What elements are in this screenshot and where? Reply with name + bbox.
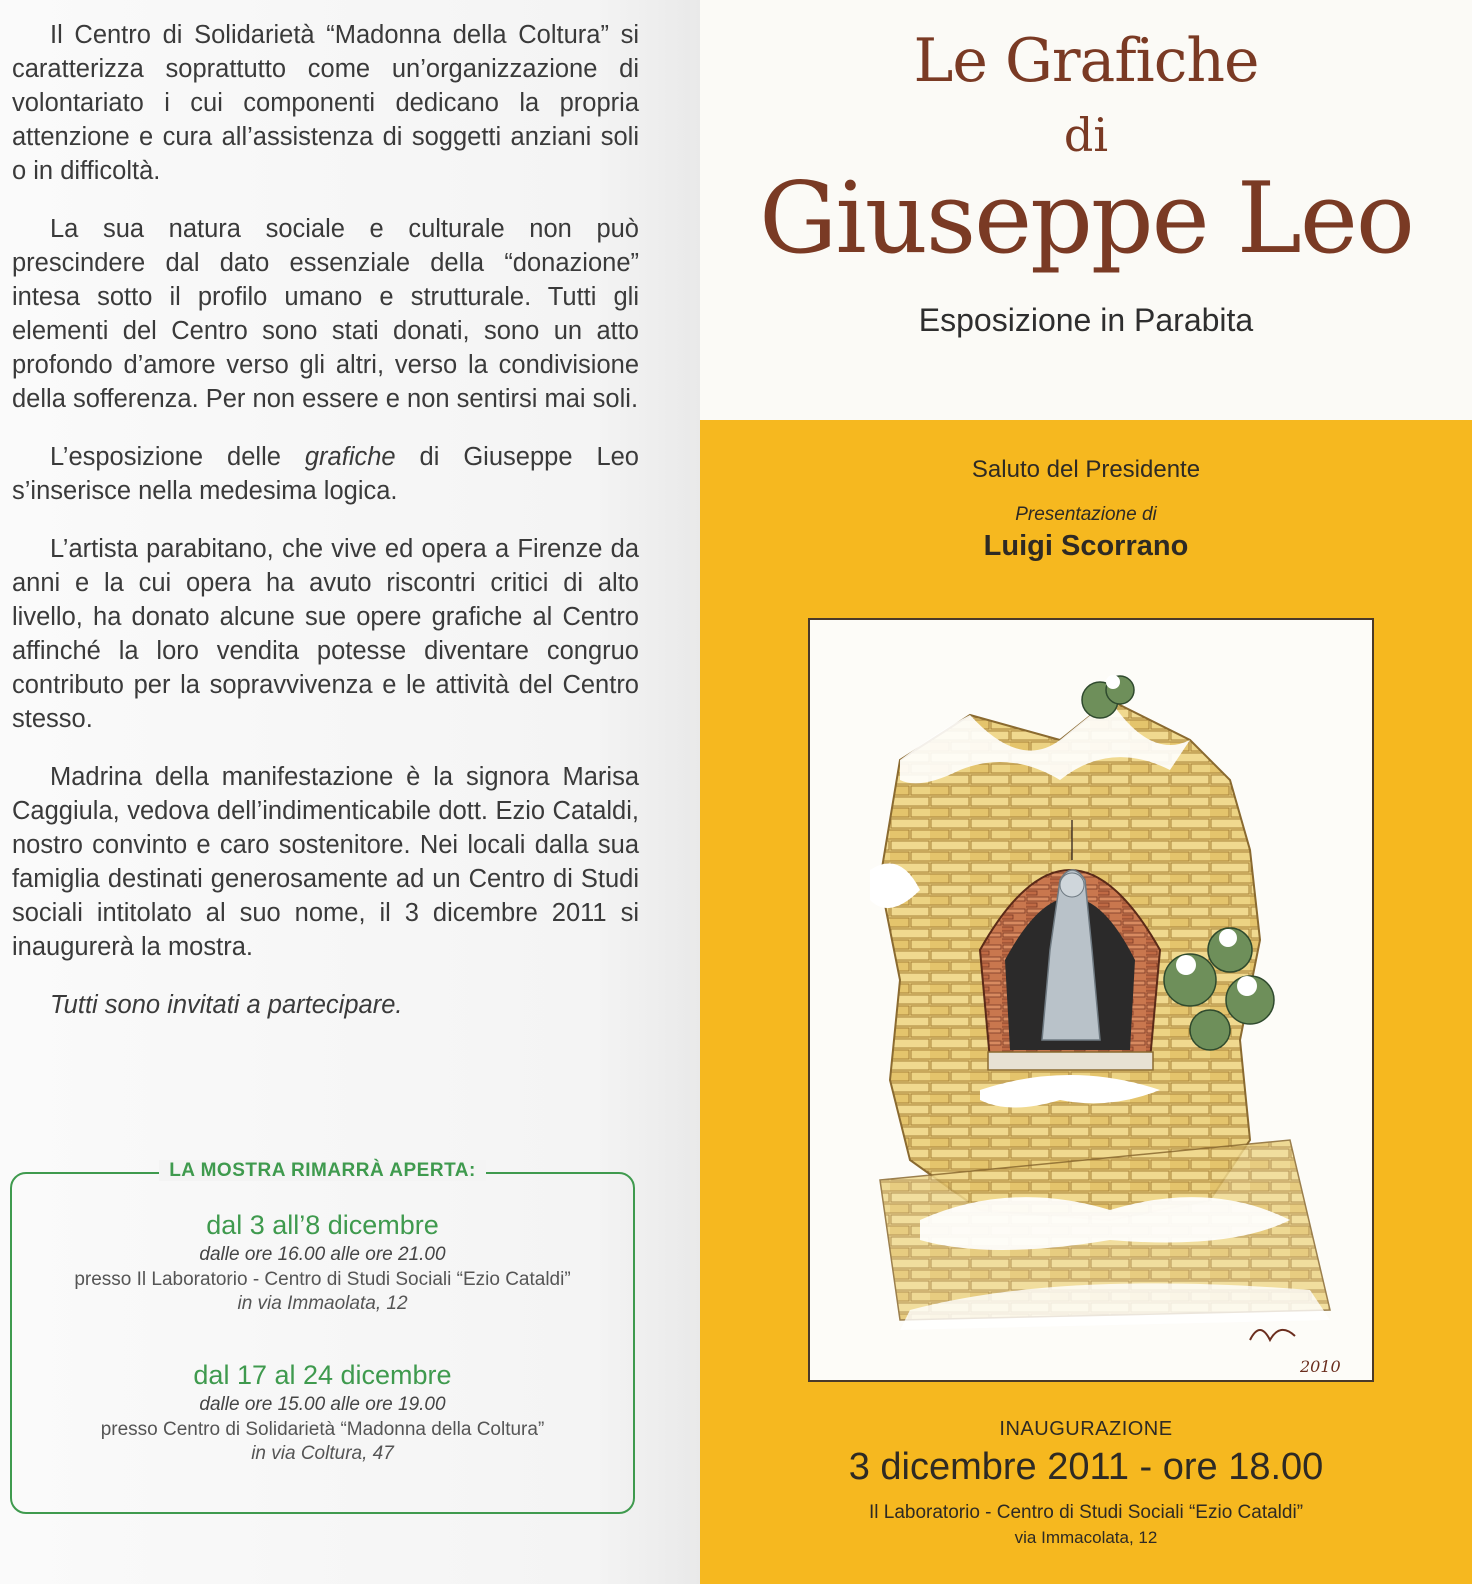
left-page — [0, 0, 700, 1584]
inauguration-place: Il Laboratorio - Centro di Studi Sociali “Ezio Cataldi” — [868, 1502, 1304, 1523]
inauguration-date: 3 dicembre 2011 - ore 18.00 — [848, 1446, 1324, 1488]
paragraph-3-emphasis: grafiche — [304, 443, 396, 471]
cover-page — [700, 0, 1472, 1584]
paragraph-5: Madrina della manifestazione è la signora Marisa Caggiula, vedova dell’indimenticabile dott. Ezio Cataldi, nostro convinto e caro sostenitore. Nei locali dalla sua famiglia destinati generosamente ad un Centro di Studi sociali intitolato al suo nome, il 3 dicembre 2011 si inaugurerà la mostra. — [12, 763, 639, 961]
paragraph-3 — [12, 440, 639, 508]
period-1 — [12, 1208, 633, 1316]
period-1-place: presso Il Laboratorio - Centro di Studi Sociali “Ezio Cataldi” — [74, 1269, 571, 1290]
subtitle: Esposizione in Parabita — [918, 302, 1254, 338]
paragraph-4: L’artista parabitano, che vive ed opera a Firenze da anni e la cui opera ha avuto riscontri critici di alto livello, ha donato alcune sue opere grafiche al Centro affinché la loro vendita potesse diventare congruo contributo per la sopravvivenza e le attività del Centro stesso. — [12, 535, 639, 733]
paragraph-1: Il Centro di Solidarietà “Madonna della Coltura” si caratterizza soprattutto come un’organizzazione di volontariato i cui componenti dedicano la propria attenzione e cura all’assistenza di soggetti anziani soli o in difficoltà. — [12, 21, 639, 185]
opening-hours-heading-text: LA MOSTRA RIMARRÀ APERTA: — [159, 1160, 486, 1181]
closing-invitation: Tutti sono invitati a partecipare. — [50, 991, 403, 1019]
title-line-1: Le Grafiche — [913, 26, 1259, 96]
paragraph-3-end: di Giuseppe Leo s’inserisce nella medesima logica. — [12, 443, 639, 505]
saluto-presidente: Saluto del Presidente — [971, 456, 1201, 483]
period-2 — [12, 1358, 633, 1466]
ruined-wall-shrine-drawing — [810, 620, 1372, 1380]
period-2-place: presso Centro di Solidarietà “Madonna della Coltura” — [100, 1419, 545, 1440]
paragraph-3-start: L’esposizione delle — [50, 443, 305, 471]
yellow-panel — [700, 420, 1472, 1584]
paragraph-2: La sua natura sociale e culturale non può prescindere dal dato essenziale della “donazione” intesa sotto il profilo umano e strutturale. Tutti gli elementi del Centro sono stati donati, sono un atto profondo d’amore verso gli altri, verso la condivisione della sofferenza. Per non essere e non sentirsi mai soli. — [12, 215, 639, 413]
title-line-2: di — [1063, 108, 1109, 162]
opening-hours-box — [10, 1160, 635, 1514]
artwork-signature-year: 2010 — [1300, 1357, 1341, 1376]
period-2-address: in via Coltura, 47 — [251, 1443, 394, 1464]
presentation-label: Presentazione di — [1015, 504, 1157, 525]
period-1-dates: dal 3 all’8 dicembre — [206, 1210, 439, 1240]
presenter-name: Luigi Scorrano — [983, 530, 1189, 562]
period-1-times: dalle ore 16.00 alle ore 21.00 — [199, 1244, 446, 1265]
period-2-dates: dal 17 al 24 dicembre — [193, 1360, 452, 1390]
inauguration-address: via Immacolata, 12 — [1014, 1528, 1158, 1547]
opening-hours-heading — [12, 1160, 633, 1182]
artwork-illustration — [808, 618, 1374, 1382]
title-area — [700, 0, 1472, 420]
inauguration-label: INAUGURAZIONE — [999, 1418, 1173, 1440]
period-1-address: in via Immaolata, 12 — [237, 1293, 408, 1314]
intro-text — [12, 18, 639, 1046]
title-artist-name: Giuseppe Leo — [759, 162, 1413, 276]
period-2-times: dalle ore 15.00 alle ore 19.00 — [199, 1394, 446, 1415]
